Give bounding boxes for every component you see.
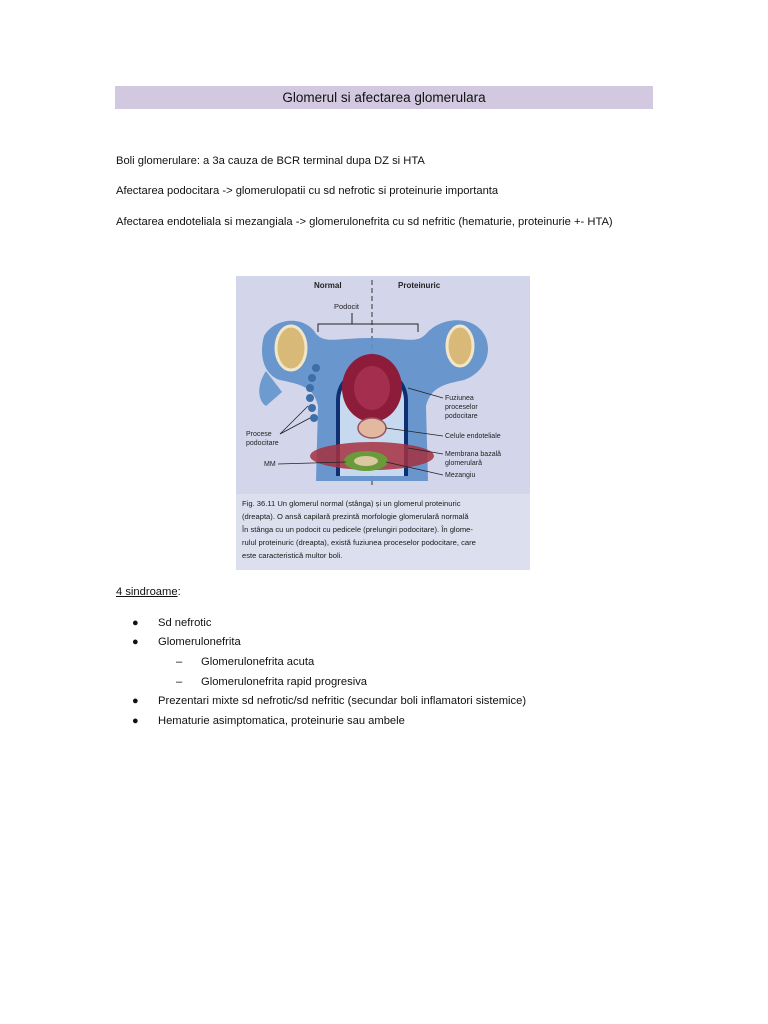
paragraph-afectarea-endoteliala: Afectarea endoteliala si mezangiala -> glomerulonefrita cu sd nefritic (hematurie, proteinurie +- HTA): [116, 216, 613, 228]
sub-list-item-text: Glomerulonefrita rapid progresiva: [201, 676, 368, 688]
bullet-icon: ●: [132, 695, 139, 707]
paragraph-afectarea-podocitara: Afectarea podocitara -> glomerulopatii cu sd nefrotic si proteinurie importanta: [116, 185, 499, 197]
label-celule-endoteliale: Celule endoteliale: [445, 433, 501, 440]
nucleus-right: [447, 326, 473, 366]
label-mezangiu: Mezangiu: [445, 472, 476, 479]
section-heading: [116, 586, 181, 598]
label-glomerulara: glomerulară: [445, 460, 482, 467]
caption-line-4: rulul proteinuric (dreapta), există fuziunea proceselor podocitare, care: [242, 538, 476, 547]
page-title: [115, 86, 653, 109]
list-item-text: Glomerulonefrita: [158, 636, 241, 648]
list-item-text: Prezentari mixte sd nefrotic/sd nefritic (secundar boli inflamatori sistemice): [158, 695, 527, 707]
label-podocitare-right: podocitare: [445, 413, 478, 420]
endothelial-cell: [358, 418, 386, 438]
paragraph-boli-glomerulare: Boli glomerulare: a 3a cauza de BCR terminal dupa DZ si HTA: [116, 155, 425, 167]
header-proteinuric: Proteinuric: [398, 281, 441, 290]
sub-list-item-text: Glomerulonefrita acuta: [201, 656, 315, 668]
header-normal: Normal: [314, 281, 342, 290]
glomerulus-figure: [236, 276, 530, 570]
label-procese: Procese: [246, 431, 272, 438]
caption-line-2: (dreapta). O ansă capilară prezintă morfologie glomerulară normală: [242, 512, 469, 521]
label-proceselor: proceselor: [445, 404, 478, 411]
label-podocitare-left: podocitare: [246, 440, 279, 447]
title-text: Glomerul si afectarea glomerulara: [282, 90, 486, 105]
list-item-text: Hematurie asimptomatica, proteinurie sau ambele: [158, 715, 405, 727]
caption-line-5: este caracteristică multor boli.: [242, 551, 343, 560]
caption-line-1: Fig. 36.11 Un glomerul normal (stânga) și un glomerul proteinuric: [242, 499, 461, 508]
list-item-text: Sd nefrotic: [158, 617, 212, 629]
bullet-icon: ●: [132, 617, 139, 629]
dash-icon: –: [176, 656, 183, 668]
label-podocit: Podocit: [334, 302, 360, 311]
section-heading-text: 4 sindroame: [116, 586, 178, 598]
label-mm: MM: [264, 461, 276, 468]
caption-line-3: În stânga cu un podocit cu pedicele (prelungiri podocitare). În glome-: [242, 525, 473, 534]
nucleus-left: [276, 326, 306, 370]
label-fuziunea: Fuziunea: [445, 395, 474, 402]
glomerulus-illustration: [236, 276, 530, 570]
bullet-icon: ●: [132, 715, 139, 727]
dash-icon: –: [176, 676, 183, 688]
section-heading-colon: :: [177, 586, 181, 598]
bullet-icon: ●: [132, 636, 139, 648]
label-membrana: Membrana bazală: [445, 451, 502, 458]
